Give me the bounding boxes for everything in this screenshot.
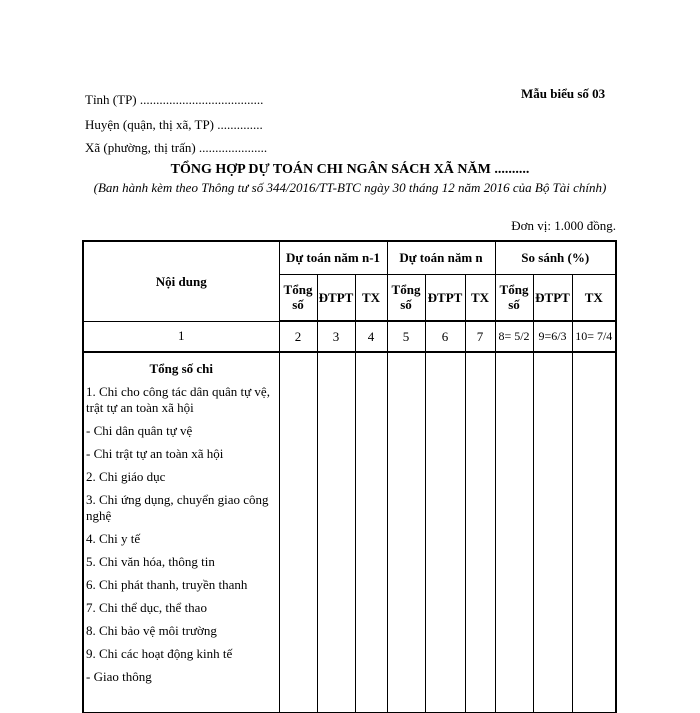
- value-column: [465, 352, 495, 712]
- header-dtpt: ĐTPT: [533, 274, 572, 321]
- header-dtpt: ĐTPT: [425, 274, 465, 321]
- col-number: 2: [279, 321, 317, 352]
- value-column: [425, 352, 465, 712]
- form-number: Mẫu biểu số 03: [521, 86, 606, 101]
- list-item: - Chi trật tự an toàn xã hội: [86, 446, 224, 461]
- list-item: 4. Chi y tế: [86, 531, 141, 546]
- budget-table: [82, 240, 617, 713]
- col-number: 6: [425, 321, 465, 352]
- value-column: [355, 352, 387, 712]
- value-column: [572, 352, 616, 712]
- col-number: 9=6/3: [533, 321, 572, 352]
- commune-line: Xã (phường, thị trấn) .....................: [85, 140, 268, 155]
- col-number: 1: [83, 321, 279, 352]
- value-column: [387, 352, 425, 712]
- list-item: 9. Chi các hoạt động kinh tế: [86, 646, 233, 661]
- header-content: Nội dung: [83, 241, 279, 321]
- header-curr-year: Dự toán năm n: [387, 241, 495, 274]
- header-compare: So sánh (%): [495, 241, 616, 274]
- col-number: 8= 5/2: [495, 321, 533, 352]
- content-column: [83, 352, 279, 712]
- col-number: 5: [387, 321, 425, 352]
- list-item: - Chi dân quân tự vệ: [86, 423, 193, 438]
- header-total: Tổng số: [279, 274, 317, 321]
- value-column: [317, 352, 355, 712]
- unit-label: Đơn vị: 1.000 đồng.: [511, 218, 616, 233]
- province-line: Tỉnh (TP) ......................................: [85, 92, 264, 107]
- list-item: Tổng số chi: [149, 361, 214, 376]
- header-tx: TX: [572, 274, 616, 321]
- header-total: Tổng số: [495, 274, 533, 321]
- list-item: 1. Chi cho công tác dân quân tự vệ, trật tự an toàn xã hội: [86, 384, 270, 415]
- header-prev-year: Dự toán năm n-1: [279, 241, 387, 274]
- list-item: - Giao thông: [86, 669, 152, 684]
- header-tx: TX: [355, 274, 387, 321]
- value-column: [279, 352, 317, 712]
- list-item: 3. Chi ứng dụng, chuyển giao công nghệ: [86, 492, 269, 523]
- list-item: 5. Chi văn hóa, thông tin: [86, 554, 215, 569]
- header-dtpt: ĐTPT: [317, 274, 355, 321]
- col-number: 10= 7/4: [572, 321, 616, 352]
- list-item: 2. Chi giáo dục: [86, 469, 166, 484]
- district-line: Huyện (quận, thị xã, TP) ..............: [85, 117, 263, 132]
- list-item: 6. Chi phát thanh, truyền thanh: [86, 577, 248, 592]
- value-column: [495, 352, 533, 712]
- document-subtitle: (Ban hành kèm theo Thông tư số 344/2016/TT-BTC ngày 30 tháng 12 năm 2016 của Bộ Tài chính): [93, 180, 607, 195]
- list-item: 7. Chi thể dục, thể thao: [86, 600, 207, 615]
- list-item: 8. Chi bảo vệ môi trường: [86, 623, 217, 638]
- document-title: TỔNG HỢP DỰ TOÁN CHI NGÂN SÁCH XÃ NĂM ..........: [170, 162, 530, 177]
- col-number: 7: [465, 321, 495, 352]
- col-number: 4: [355, 321, 387, 352]
- header-tx: TX: [465, 274, 495, 321]
- value-column: [533, 352, 572, 712]
- col-number: 3: [317, 321, 355, 352]
- header-total: Tổng số: [387, 274, 425, 321]
